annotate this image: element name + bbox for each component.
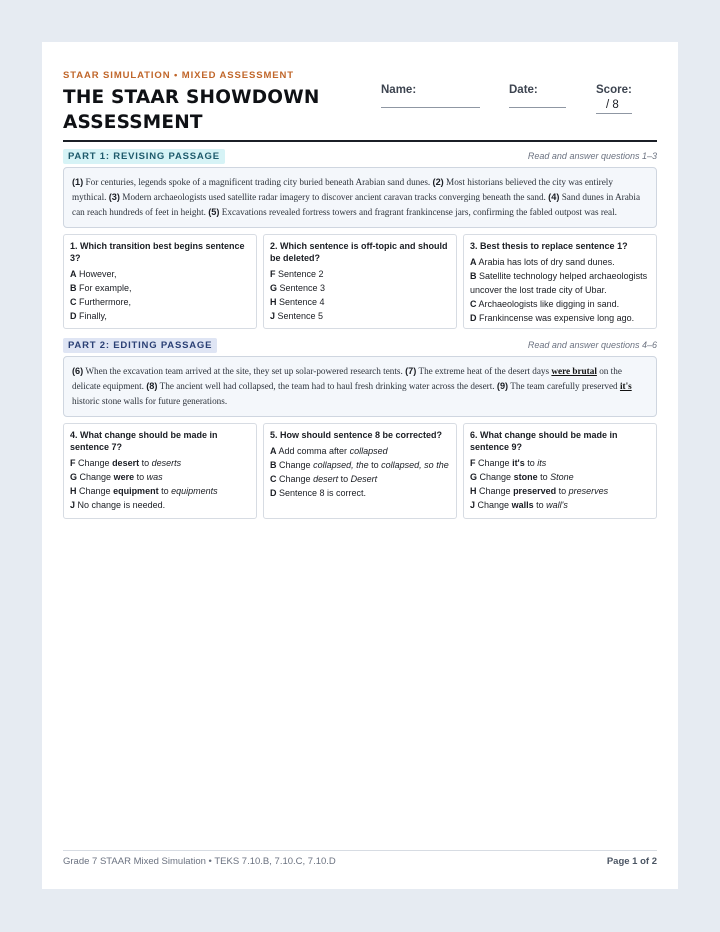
option-text: No change is needed. <box>77 500 166 510</box>
answer-option-j[interactable] <box>70 498 250 512</box>
option-replacement: wall's <box>546 500 568 510</box>
name-field[interactable] <box>381 84 416 96</box>
question-4-prompt: 4. What change should be made in sentence 7? <box>70 430 218 452</box>
option-letter: C <box>270 474 277 484</box>
option-text: to <box>161 486 169 496</box>
part2-header <box>63 338 657 354</box>
option-replacement: equipments <box>171 486 218 496</box>
question-2-prompt: 2. Which sentence is off-topic and should be deleted? <box>270 241 448 263</box>
option-letter: F <box>70 458 76 468</box>
option-term: walls <box>511 500 534 510</box>
sentence-text: When the excavation team arrived at the site, they set up solar-powered research tents. <box>85 366 403 376</box>
answer-option-d[interactable] <box>470 311 650 325</box>
question-3 <box>463 234 657 329</box>
name-label: Name: <box>381 84 417 96</box>
option-letter: F <box>470 458 476 468</box>
question-1 <box>63 234 257 329</box>
sentence-number: (8) <box>146 381 158 391</box>
answer-option-h[interactable] <box>470 484 650 498</box>
option-letter: G <box>70 472 78 482</box>
sentence-text: Modern archaeologists used satellite radar imagery to discover ancient caravan tracks converging beneath the sand. <box>122 192 546 202</box>
date-line <box>509 107 566 108</box>
score-value: / 8 <box>606 99 619 111</box>
option-term: were <box>113 472 135 482</box>
option-text: Change <box>79 472 112 482</box>
sentence-text: The ancient well had collapsed, the team had to haul fresh drinking water across the desert. <box>159 381 495 391</box>
option-term: stone <box>513 472 538 482</box>
option-letter: J <box>70 500 76 510</box>
answer-option-a[interactable] <box>270 444 450 458</box>
option-replacement: Stone <box>550 472 574 482</box>
sentence-number: (2) <box>432 177 444 187</box>
option-text: to <box>558 486 567 496</box>
question-2 <box>263 234 457 329</box>
page-title: THE STAAR SHOWDOWN ASSESSMENT <box>63 87 320 133</box>
option-text: Satellite technology helped archaeologists uncover the lost trade city of Ubar. <box>470 271 648 295</box>
sentence-text: The extreme heat of the desert days <box>418 366 550 376</box>
answer-option-f[interactable] <box>470 456 650 470</box>
option-letter: B <box>70 283 77 293</box>
eyebrow: STAAR SIMULATION • MIXED ASSESSMENT <box>63 70 294 81</box>
option-term: equipment <box>113 486 159 496</box>
option-replacement: Desert <box>350 474 378 484</box>
option-term: collapsed, the <box>313 460 369 470</box>
option-term: collapsed <box>349 446 388 456</box>
answer-option-c[interactable] <box>270 472 450 486</box>
sentence-number: (3) <box>108 192 120 202</box>
worksheet-page <box>42 42 678 889</box>
part1-passage <box>63 167 657 228</box>
sentence-number: (6) <box>72 366 84 376</box>
date-label: Date: <box>509 84 538 96</box>
option-text: Frankincense was expensive long ago. <box>479 313 635 323</box>
answer-option-j[interactable] <box>270 309 450 323</box>
option-letter: H <box>70 486 77 496</box>
option-replacement: deserts <box>151 458 182 468</box>
question-5 <box>263 423 457 519</box>
part1-header <box>63 149 657 165</box>
question-6-prompt: 6. What change should be made in sentence 9? <box>470 430 618 452</box>
underlined-phrase: were brutal <box>551 366 597 376</box>
sentence-number: (1) <box>72 177 84 187</box>
option-text: Sentence 4 <box>279 297 325 307</box>
option-text: Change <box>78 458 110 468</box>
sentence-text: historic stone walls for future generations. <box>72 396 228 406</box>
score-label: Score: <box>596 84 632 96</box>
option-term: desert <box>112 458 140 468</box>
option-text: Change <box>479 472 512 482</box>
option-letter: A <box>70 269 77 279</box>
sentence-number: (5) <box>208 207 220 217</box>
answer-option-f[interactable] <box>270 267 450 281</box>
sentence-number: (4) <box>548 192 560 202</box>
option-term: preserved <box>513 486 557 496</box>
option-replacement: was <box>146 472 163 482</box>
part2-instructions: Read and answer questions 4–6 <box>527 340 657 350</box>
option-text: Change <box>79 486 111 496</box>
option-text: Arabia has lots of dry sand dunes. <box>478 257 615 267</box>
option-letter: G <box>470 472 478 482</box>
option-text: For example, <box>79 283 132 293</box>
answer-option-a[interactable] <box>70 267 250 281</box>
answer-option-b[interactable] <box>70 281 250 295</box>
sentence-number: (9) <box>496 381 509 391</box>
option-letter: B <box>270 460 277 470</box>
option-text: Sentence 8 is correct. <box>279 488 367 498</box>
option-letter: B <box>470 271 477 281</box>
answer-option-h[interactable] <box>70 484 250 498</box>
option-text: to <box>536 500 544 510</box>
option-letter: J <box>470 500 476 510</box>
footer-divider <box>63 850 657 851</box>
score-line <box>596 113 632 114</box>
answer-option-c[interactable] <box>470 297 650 311</box>
sentence-text: The team carefully preserved <box>510 381 618 391</box>
question-4 <box>63 423 257 519</box>
answer-option-d[interactable] <box>70 309 250 323</box>
option-text: to <box>340 474 349 484</box>
sentence-text: For centuries, legends spoke of a magnificent trading city buried beneath Arabian sand dunes. <box>85 177 431 187</box>
header-divider <box>63 140 657 142</box>
name-line <box>381 107 480 108</box>
sentence-text: on the delicate equipment. <box>72 366 622 391</box>
option-text: Archaeologists like digging in sand. <box>478 299 620 309</box>
option-letter: A <box>470 257 477 267</box>
answer-option-f[interactable] <box>70 456 250 470</box>
answer-option-g[interactable] <box>470 470 650 484</box>
page-content <box>63 42 657 889</box>
footer-course-info: Grade 7 STAAR Mixed Simulation • TEKS 7.10.B, 7.10.C, 7.10.D <box>63 856 336 867</box>
option-replacement: its <box>537 458 547 468</box>
option-replacement: preserves <box>568 486 609 496</box>
option-letter: C <box>470 299 477 309</box>
question-6 <box>463 423 657 519</box>
option-text: Add comma after <box>278 446 348 456</box>
option-text: to <box>540 472 548 482</box>
option-text: Change <box>279 474 311 484</box>
option-text: Change <box>478 458 510 468</box>
option-letter: D <box>470 313 477 323</box>
option-letter: D <box>270 488 277 498</box>
answer-option-j[interactable] <box>470 498 650 512</box>
option-term: desert <box>313 474 339 484</box>
question-1-prompt: 1. Which transition best begins sentence 3? <box>70 241 245 263</box>
answer-option-d[interactable] <box>270 486 450 500</box>
option-text: Change <box>477 500 510 510</box>
option-letter: A <box>270 446 277 456</box>
sentence-text: Sand dunes in Arabia can reach hundreds of feet in height. <box>72 192 641 217</box>
option-text: Sentence 5 <box>277 311 324 321</box>
answer-option-b[interactable] <box>270 458 450 472</box>
answer-option-b[interactable] <box>470 269 650 297</box>
option-term: it's <box>512 458 525 468</box>
option-letter: J <box>270 311 276 321</box>
part2-badge: PART 2: EDITING PASSAGE <box>63 338 217 353</box>
option-text: Sentence 3 <box>279 283 326 293</box>
sentence-text: Most historians believed the city was entirely mythical. <box>72 177 613 202</box>
option-text: Change <box>279 460 311 470</box>
question-3-prompt: 3. Best thesis to replace sentence 1? <box>470 241 628 251</box>
option-text: However, <box>79 269 117 279</box>
answer-option-a[interactable] <box>470 255 650 269</box>
answer-option-g[interactable] <box>270 281 450 295</box>
option-letter: H <box>270 297 277 307</box>
option-text: Sentence 2 <box>278 269 324 279</box>
option-text: to <box>371 460 379 470</box>
option-text: to <box>527 458 535 468</box>
option-text: Furthermore, <box>79 297 132 307</box>
sentence-text: Excavations revealed fortress towers and fragrant frankincense jars, confirming the fabled outpost was real. <box>221 207 617 217</box>
answer-option-g[interactable] <box>70 470 250 484</box>
option-letter: C <box>70 297 77 307</box>
option-text: Change <box>479 486 511 496</box>
part1-badge: PART 1: REVISING PASSAGE <box>63 149 225 164</box>
answer-option-h[interactable] <box>270 295 450 309</box>
part2-passage <box>63 356 657 417</box>
part1-instructions: Read and answer questions 1–3 <box>527 151 657 161</box>
answer-option-c[interactable] <box>70 295 250 309</box>
page-number: Page 1 of 2 <box>606 856 657 867</box>
sentence-number: (7) <box>405 366 417 376</box>
option-letter: F <box>270 269 276 279</box>
score-field[interactable] <box>596 84 632 111</box>
option-letter: G <box>270 283 278 293</box>
underlined-phrase: it's <box>619 381 632 391</box>
option-letter: H <box>470 486 477 496</box>
option-letter: D <box>70 311 77 321</box>
option-text: to <box>141 458 150 468</box>
option-text: Finally, <box>79 311 107 321</box>
question-5-prompt: 5. How should sentence 8 be corrected? <box>270 430 443 440</box>
option-replacement: collapsed, so the <box>381 460 449 470</box>
date-field[interactable] <box>509 84 538 96</box>
option-text: to <box>136 472 145 482</box>
